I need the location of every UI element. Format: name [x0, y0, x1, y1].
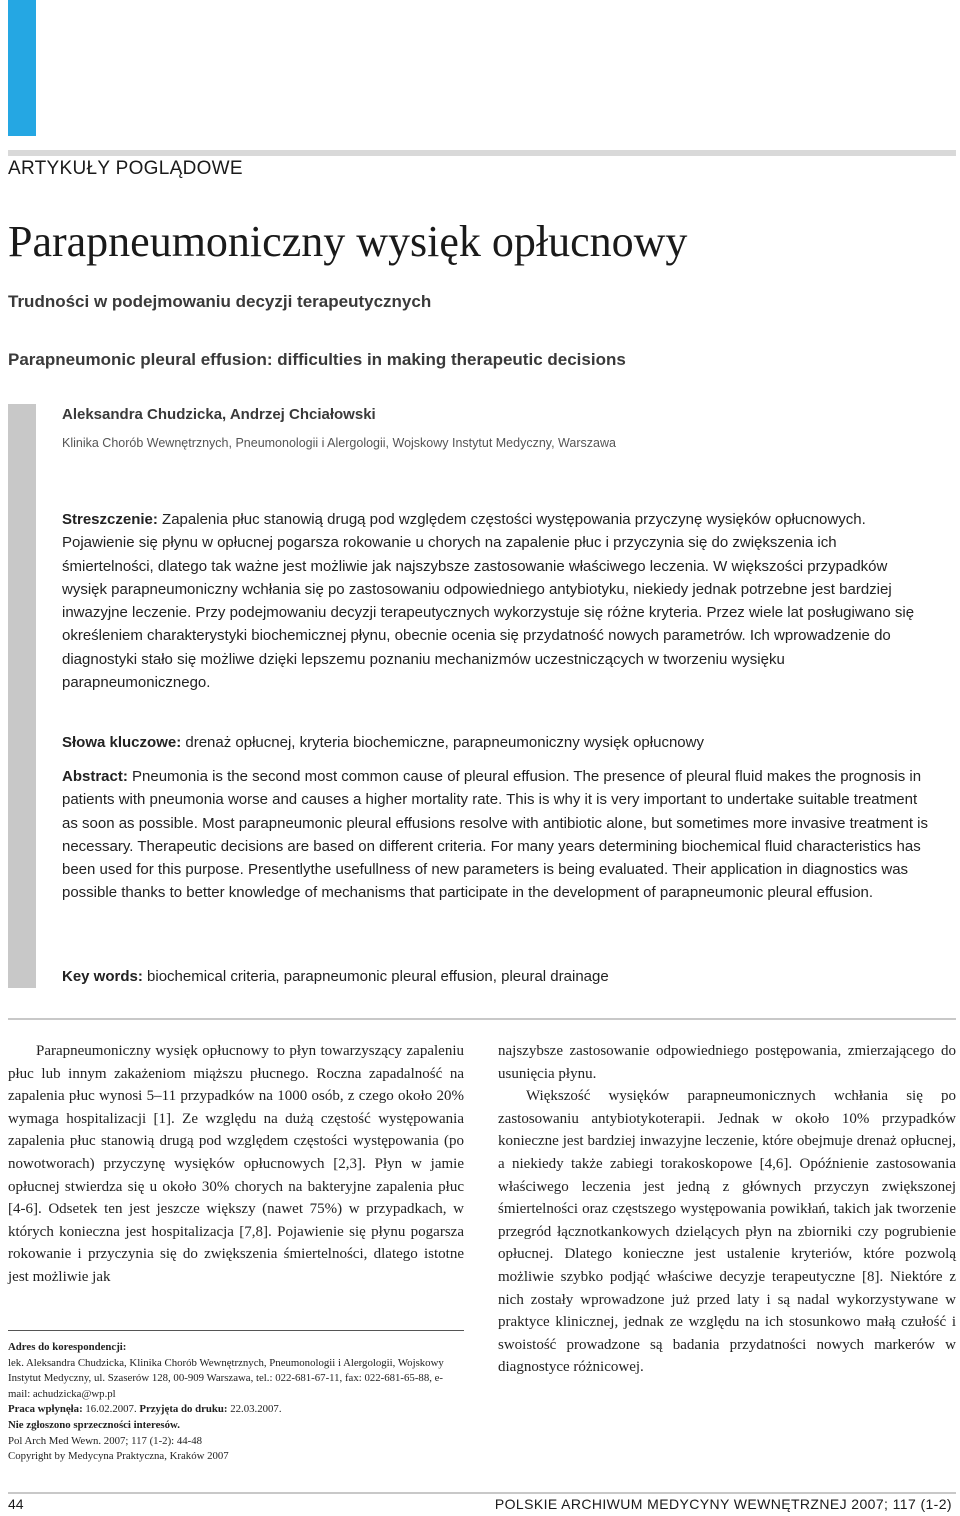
citation: Pol Arch Med Wewn. 2007; 117 (1-2): 44-48 — [8, 1434, 203, 1447]
subtitle-polish: Trudności w podejmowaniu decyzji terapeutycznych — [8, 292, 432, 311]
body-paragraph: Większość wysięków parapneumonicznych wchłania się po zastosowaniu antybiotykoterapii. Jednak w około 10% przypadków konieczne jest bardziej inwazyjne leczenie, które obejmuje drenaż opłucnej, a niekiedy także zabiegi torakoskopowe [4,6]. Opóźnienie zastosowania właściwego leczenia jest jedną z głównych przyczyn zwiększonej śmiertelności oraz częstszego występowania powikłań, takich jak tworzenie przegród łącznotkankowych dzielących płyn na zbiorniki czy pogrubienie opłucnej. Dlatego konieczne jest ustalenie kryteriów, które pozwolą możliwie szybko podjąć właściwe decyzje terapeutyczne [8]. Niektóre z nich zostały wprowadzone już przed laty i są nadal wykorzystywane w praktyce klinicznej, jednak ze względu na ich stosunkowo małą czułość i swoistość prowadzone są badania przydatności nowych markerów w diagnostyce różnicowej. — [498, 1088, 956, 1376]
body-column-right — [498, 1040, 956, 1379]
body-paragraph: najszybsze zastosowanie odpowiedniego postępowania, zmierzającego do usunięcia płynu. — [498, 1043, 956, 1082]
received-date: 16.02.2007. — [82, 1403, 140, 1416]
correspondence-text: lek. Aleksandra Chudzicka, Klinika Chorób Wewnętrznych, Pneumonologii i Alergologii, Wojskowy Instytut Medyczny, ul. Szaserów 128, 00-909 Warszawa, tel.: 022-681-67-11, fax: 022-681-65-88, e-mail: achudzicka@wp.pl — [8, 1356, 444, 1400]
subtitle-english: Parapneumonic pleural effusion: difficulties in making therapeutic decisions — [8, 350, 626, 369]
abstract-english-text: Pneumonia is the second most common cause of pleural effusion. The presence of pleural fluid makes the prognosis in patients with pneumonia worse and causes a higher mortality rate. This is why it is very important to undertake suitable treatment as soon as possible. Most parapneumonic pleural effusions resolve with antibiotic alone, but sometimes more invasive treatment is necessary. Therapeutic decisions are based on different criteria. For many years determining biochemical fluid characteristics has been used for this purpose. Presentlythe usefullness of new parameters is being evaluated. Their application in diagnostics was possible thanks to better knowledge of mechanisms that participate in the development of parapneumonic pleural effusion. — [62, 768, 928, 902]
authors: Aleksandra Chudzicka, Andrzej Chciałowski — [62, 406, 376, 423]
keywords-english — [62, 965, 932, 988]
copyright: Copyright by Medycyna Praktyczna, Kraków 2007 — [8, 1450, 229, 1463]
accepted-date: 22.03.2007. — [227, 1403, 282, 1416]
abstract-side-bar — [8, 404, 36, 988]
page-number: 44 — [8, 1496, 24, 1512]
abstract-polish — [62, 508, 932, 694]
keywords-english-text: biochemical criteria, parapneumonic pleural effusion, pleural drainage — [142, 968, 609, 985]
accepted-label: Przyjęta do druku: — [139, 1403, 228, 1416]
keywords-english-label: Key words: — [62, 968, 143, 985]
footnote-rule — [8, 1330, 464, 1331]
keywords-polish — [62, 731, 932, 754]
section-label: ARTYKUŁY POGLĄDOWE — [8, 158, 243, 179]
article-title: Parapneumoniczny wysięk opłucnowy — [8, 217, 688, 266]
abstract-english-label: Abstract: — [62, 768, 128, 785]
keywords-polish-label: Słowa kluczowe: — [62, 734, 182, 751]
abstract-separator — [8, 1018, 956, 1020]
body-paragraph: Parapneumoniczny wysięk opłucnowy to płyn towarzyszący zapaleniu płuc lub innym zakażeniom miąższu płucnego. Roczna zapadalność na zapalenia płuc wynosi 5–11 przypadków na 1000 osób, z czego około 20% wymaga hospitalizacji [1]. Ze względu na dużą częstość występowania zapalenia płuc stanowią drugą pod względem częstości występowania (po nowotworach) przyczynę wysięków opłucnowych [2,3]. Płyn w jamie opłucnej stwierdza się u około 30% chorych na bakteryjne zapalenia płuc [4-6]. Odsetek ten jest jeszcze większy (nawet 75%) w przypadkach, w których konieczna jest hospitalizacja [7,8]. Pojawienie się płynu pogarsza rokowanie i przyczynia się do zwiększenia śmiertelności, dlatego istotne jest możliwie jak — [8, 1043, 464, 1285]
journal-name: POLSKIE ARCHIWUM MEDYCYNY WEWNĘTRZNEJ 2007; 117 (1-2) — [494, 1496, 952, 1512]
abstract-polish-text: Zapalenia płuc stanowią drugą pod względem częstości występowania przyczynę wysięków opłucnowych. Pojawienie się płynu w opłucnej pogarsza rokowanie u chorych na zapalenie płuc i przyczynia się do zwiększenia ich śmiertelności, dlatego tak ważne jest możliwie jak najszybsze zastosowanie właściwego leczenia. W większości przypadków wysięk parapneumoniczny wchłania się po zastosowaniu odpowiedniego antybiotyku, niekiedy jednak potrzebne jest bardziej inwazyjne leczenie. Przy podejmowaniu decyzji terapeutycznych wykorzystuje się różne kryteria. Przez wiele lat posługiwano się określeniem charakterystyki biochemicznej płynu, obecnie ocenia się przydatność nowych parametrów. Ich wprowadzenie do diagnostyki stało się możliwe dzięki lepszemu poznaniu mechanizmów uczestniczących w tworzeniu wysięku parapneumonicznego. — [62, 511, 915, 692]
correspondence-footnote — [8, 1340, 464, 1465]
abstract-english — [62, 765, 932, 905]
header-rule — [8, 150, 956, 156]
keywords-polish-text: drenaż opłucnej, kryteria biochemiczne, parapneumoniczny wysięk opłucnowy — [181, 734, 704, 751]
conflict-statement: Nie zgłoszono sprzeczności interesów. — [8, 1418, 180, 1431]
footer-rule — [8, 1492, 956, 1494]
affiliation: Klinika Chorób Wewnętrznych, Pneumonologii i Alergologii, Wojskowy Instytut Medyczny, Warszawa — [62, 436, 616, 450]
received-label: Praca wpłynęła: — [8, 1403, 83, 1416]
blue-accent-bar — [8, 0, 36, 136]
body-column-left — [8, 1040, 464, 1289]
correspondence-label: Adres do korespondencji: — [8, 1341, 127, 1353]
abstract-polish-label: Streszczenie: — [62, 511, 158, 528]
